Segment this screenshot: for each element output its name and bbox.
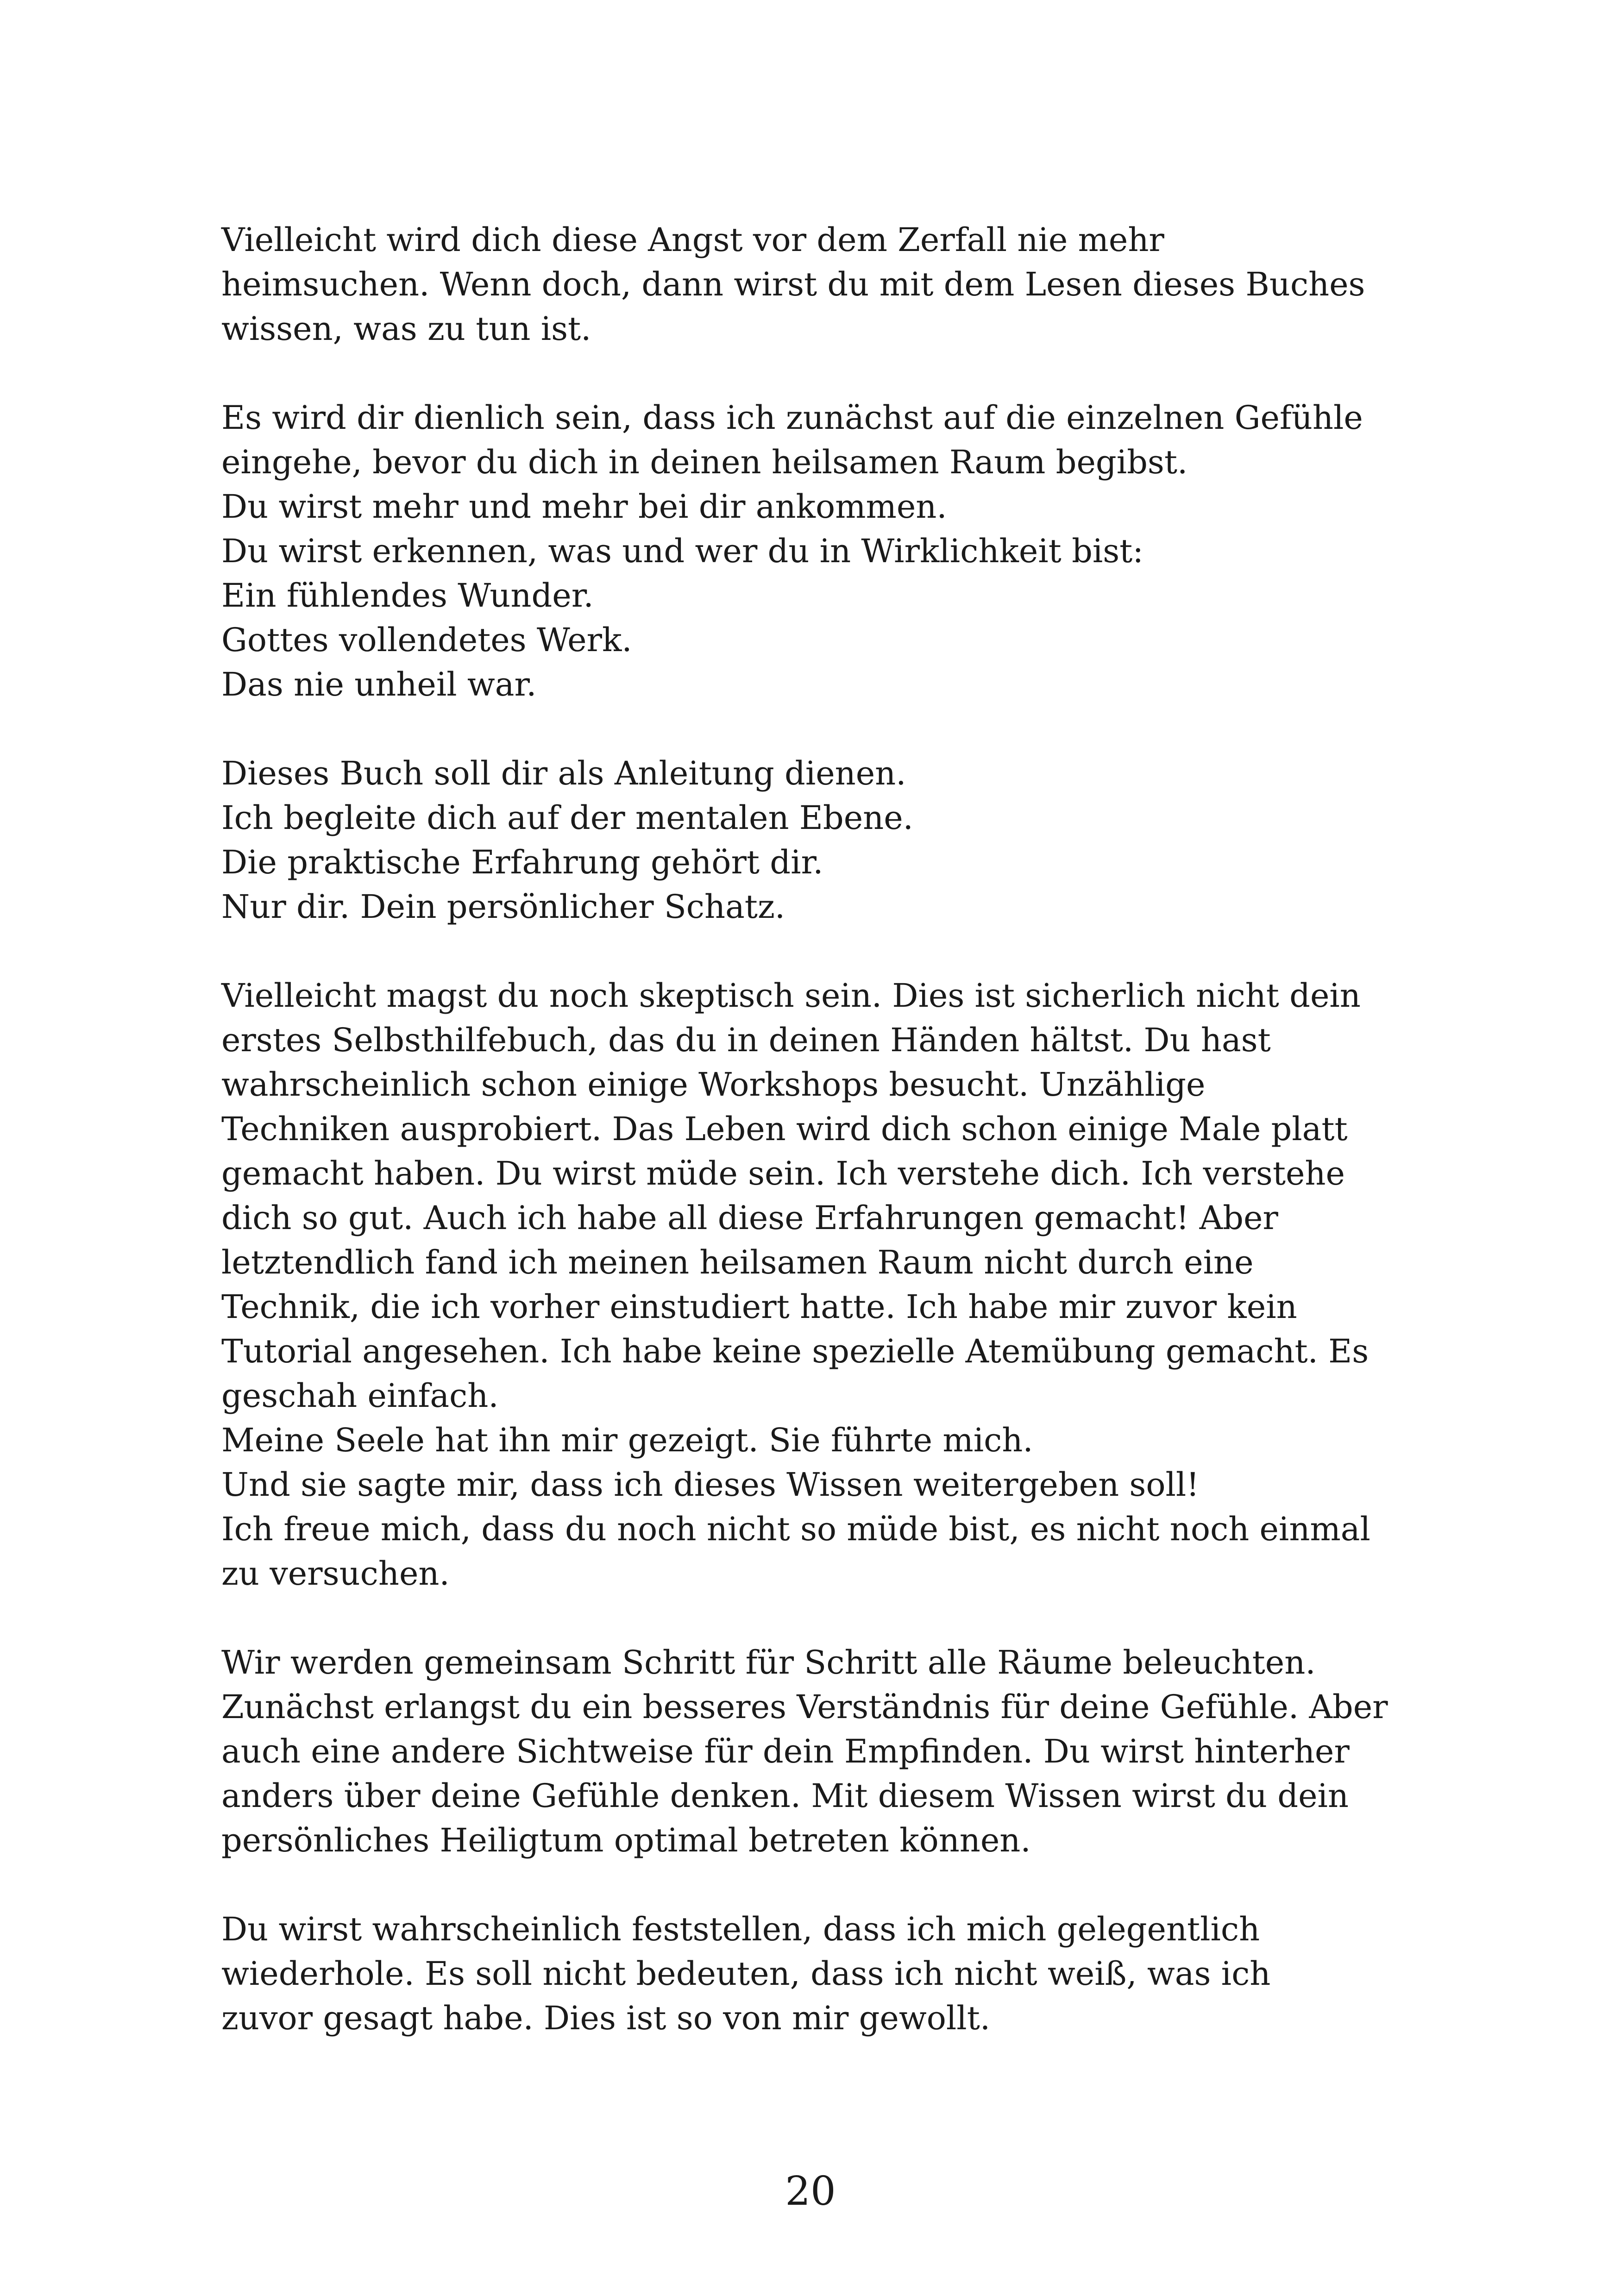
text-line: Du wirst wahrscheinlich feststellen, dass ich mich gelegentlich xyxy=(221,1910,1260,1948)
text-line: dich so gut. Auch ich habe all diese Erfahrungen gemacht! Aber xyxy=(221,1199,1278,1237)
text-line: wiederhole. Es soll nicht bedeuten, dass ich nicht weiß, was ich xyxy=(221,1955,1271,1993)
body-text xyxy=(221,218,1407,2085)
text-line: Tutorial angesehen. Ich habe keine spezielle Atemübung gemacht. Es xyxy=(221,1332,1369,1370)
text-line: Technik, die ich vorher einstudiert hatte. Ich habe mir zuvor kein xyxy=(221,1288,1297,1326)
paragraph xyxy=(221,1640,1407,1863)
text-line: Ich begleite dich auf der mentalen Ebene. xyxy=(221,799,913,837)
text-line: Vielleicht wird dich diese Angst vor dem Zerfall nie mehr xyxy=(221,221,1164,259)
text-line: anders über deine Gefühle denken. Mit diesem Wissen wirst du dein xyxy=(221,1777,1349,1815)
paragraph xyxy=(221,395,1407,707)
text-line: eingehe, bevor du dich in deinen heilsamen Raum begibst. xyxy=(221,443,1188,481)
text-line: Es wird dir dienlich sein, dass ich zunächst auf die einzelnen Gefühle xyxy=(221,399,1363,437)
page-number: 20 xyxy=(785,2168,836,2214)
text-line: heimsuchen. Wenn doch, dann wirst du mit dem Lesen dieses Buches xyxy=(221,265,1365,303)
paragraph xyxy=(221,1907,1407,2040)
text-line: Wir werden gemeinsam Schritt für Schritt alle Räume beleuchten. xyxy=(221,1644,1316,1681)
text-line: Nur dir. Dein persönlicher Schatz. xyxy=(221,888,785,926)
text-line: Gottes vollendetes Werk. xyxy=(221,621,632,659)
text-line: auch eine andere Sichtweise für dein Empfinden. Du wirst hinterher xyxy=(221,1732,1350,1770)
text-line: Vielleicht magst du noch skeptisch sein. Dies ist sicherlich nicht dein xyxy=(221,977,1361,1015)
text-line: Techniken ausprobiert. Das Leben wird dich schon einige Male platt xyxy=(221,1110,1348,1148)
text-line: Das nie unheil war. xyxy=(221,665,537,703)
text-line: erstes Selbsthilfebuch, das du in deinen Händen hältst. Du hast xyxy=(221,1021,1271,1059)
text-line: Dieses Buch soll dir als Anleitung dienen. xyxy=(221,754,906,792)
text-line: letztendlich fand ich meinen heilsamen Raum nicht durch eine xyxy=(221,1243,1254,1281)
text-line: Und sie sagte mir, dass ich dieses Wissen weitergeben soll! xyxy=(221,1466,1200,1504)
paragraph xyxy=(221,973,1407,1596)
text-line: Meine Seele hat ihn mir gezeigt. Sie führte mich. xyxy=(221,1421,1033,1459)
text-line: gemacht haben. Du wirst müde sein. Ich verstehe dich. Ich verstehe xyxy=(221,1154,1345,1192)
text-line: Du wirst mehr und mehr bei dir ankommen. xyxy=(221,488,947,526)
text-line: wissen, was zu tun ist. xyxy=(221,310,591,348)
text-line: zuvor gesagt habe. Dies ist so von mir gewollt. xyxy=(221,1999,991,2037)
text-line: persönliches Heiligtum optimal betreten können. xyxy=(221,1821,1031,1859)
paragraph xyxy=(221,751,1407,929)
text-line: Die praktische Erfahrung gehört dir. xyxy=(221,843,823,881)
text-line: geschah einfach. xyxy=(221,1377,499,1415)
text-line: wahrscheinlich schon einige Workshops besucht. Unzählige xyxy=(221,1066,1206,1104)
text-line: Zunächst erlangst du ein besseres Verständnis für deine Gefühle. Aber xyxy=(221,1688,1388,1726)
text-line: Du wirst erkennen, was und wer du in Wirklichkeit bist: xyxy=(221,532,1143,570)
text-line: zu versuchen. xyxy=(221,1555,450,1593)
paragraph xyxy=(221,218,1407,351)
text-line: Ich freue mich, dass du noch nicht so müde bist, es nicht noch einmal xyxy=(221,1510,1370,1548)
text-line: Ein fühlendes Wunder. xyxy=(221,577,594,615)
